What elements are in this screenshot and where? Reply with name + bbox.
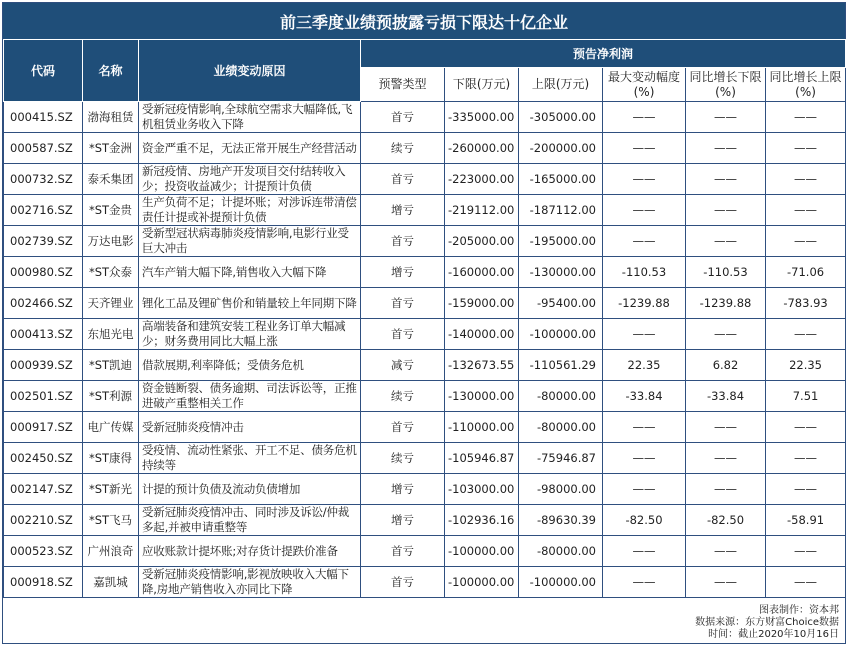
row-lower-limit: -103000.00 (445, 474, 519, 505)
row-upper-limit: -80000.00 (519, 536, 603, 567)
row-yoy-upper: —— (766, 567, 846, 598)
row-yoy-upper: —— (766, 226, 846, 257)
row-lower-limit: -205000.00 (445, 226, 519, 257)
row-yoy-upper: —— (766, 474, 846, 505)
row-lower-limit: -102936.16 (445, 505, 519, 536)
row-yoy-upper: —— (766, 133, 846, 164)
header-reason: 业绩变动原因 (139, 40, 361, 102)
row-type: 首亏 (361, 164, 445, 195)
row-yoy-upper: 7.51 (766, 381, 846, 412)
row-code: 000917.SZ (4, 412, 83, 443)
row-upper-limit: -80000.00 (519, 412, 603, 443)
header-upper: 上限(万元) (519, 68, 603, 102)
table-row (4, 133, 846, 164)
row-type: 减亏 (361, 350, 445, 381)
footer-notes (695, 605, 839, 641)
row-reason: 受疫情、流动性紧张、开工不足、债务危机持续等 (139, 443, 361, 474)
table-row (4, 257, 846, 288)
row-type: 增亏 (361, 474, 445, 505)
row-lower-limit: -160000.00 (445, 257, 519, 288)
row-lower-limit: -100000.00 (445, 536, 519, 567)
row-yoy-upper: 22.35 (766, 350, 846, 381)
row-name: 电广传媒 (83, 412, 139, 443)
row-code: 000918.SZ (4, 567, 83, 598)
row-yoy-lower: —— (686, 102, 766, 133)
row-yoy-upper: -71.06 (766, 257, 846, 288)
row-code: 002147.SZ (4, 474, 83, 505)
row-yoy-upper: -783.93 (766, 288, 846, 319)
row-code: 000587.SZ (4, 133, 83, 164)
row-reason: 资金严重不足，无法正常开展生产经营活动 (139, 133, 361, 164)
row-max-change: —— (603, 474, 686, 505)
row-max-change: —— (603, 133, 686, 164)
header-name: 名称 (83, 40, 139, 102)
row-upper-limit: -75946.87 (519, 443, 603, 474)
header-code: 代码 (4, 40, 83, 102)
table-row (4, 443, 846, 474)
row-reason: 应收账款计提坏账;对存货计提跌价准备 (139, 536, 361, 567)
row-code: 000523.SZ (4, 536, 83, 567)
row-code: 000732.SZ (4, 164, 83, 195)
row-code: 002466.SZ (4, 288, 83, 319)
table-row (4, 412, 846, 443)
row-upper-limit: -80000.00 (519, 381, 603, 412)
row-max-change: -110.53 (603, 257, 686, 288)
row-name: *ST凯迪 (83, 350, 139, 381)
row-name: 广州浪奇 (83, 536, 139, 567)
table-row (4, 536, 846, 567)
table-row (4, 195, 846, 226)
row-reason: 受新冠肺炎疫情影响,影视放映收入大幅下降,房地产销售收入亦同比下降 (139, 567, 361, 598)
table-row (4, 164, 846, 195)
row-yoy-upper: —— (766, 443, 846, 474)
row-name: *ST新光 (83, 474, 139, 505)
header-lower: 下限(万元) (445, 68, 519, 102)
row-name: *ST利源 (83, 381, 139, 412)
row-max-change: 22.35 (603, 350, 686, 381)
row-yoy-lower: —— (686, 319, 766, 350)
row-type: 首亏 (361, 288, 445, 319)
table-row (4, 381, 846, 412)
data-table (3, 39, 846, 598)
row-name: 天齐锂业 (83, 288, 139, 319)
row-reason: 受新冠肺炎疫情冲击、同时涉及诉讼/仲裁多起,并被申请重整等 (139, 505, 361, 536)
row-yoy-lower: —— (686, 226, 766, 257)
row-yoy-lower: -33.84 (686, 381, 766, 412)
row-reason: 生产负荷不足；计提坏账；对涉诉连带清偿责任计提或补提预计负债 (139, 195, 361, 226)
row-max-change: —— (603, 412, 686, 443)
row-upper-limit: -98000.00 (519, 474, 603, 505)
row-yoy-lower: —— (686, 567, 766, 598)
row-yoy-upper: -58.91 (766, 505, 846, 536)
row-lower-limit: -223000.00 (445, 164, 519, 195)
header-type: 预警类型 (361, 68, 445, 102)
row-yoy-lower: -82.50 (686, 505, 766, 536)
row-name: 万达电影 (83, 226, 139, 257)
row-max-change: —— (603, 226, 686, 257)
header-yoy-upper: 同比增长上限(%) (766, 68, 846, 102)
footer-source: 数据来源：东方财富Choice数据 (695, 617, 839, 628)
row-upper-limit: -110561.29 (519, 350, 603, 381)
table-row (4, 319, 846, 350)
row-code: 002716.SZ (4, 195, 83, 226)
row-upper-limit: -195000.00 (519, 226, 603, 257)
row-max-change: —— (603, 319, 686, 350)
row-yoy-upper: —— (766, 195, 846, 226)
row-max-change: —— (603, 102, 686, 133)
row-type: 增亏 (361, 195, 445, 226)
row-lower-limit: -260000.00 (445, 133, 519, 164)
row-upper-limit: -165000.00 (519, 164, 603, 195)
row-yoy-lower: —— (686, 443, 766, 474)
row-name: 东旭光电 (83, 319, 139, 350)
row-upper-limit: -89630.39 (519, 505, 603, 536)
row-type: 续亏 (361, 381, 445, 412)
row-upper-limit: -100000.00 (519, 319, 603, 350)
row-reason: 借款展期,利率降低；受债务危机 (139, 350, 361, 381)
row-max-change: —— (603, 567, 686, 598)
row-type: 增亏 (361, 257, 445, 288)
footer-maker: 图表制作：资本邦 (759, 605, 839, 616)
row-code: 002210.SZ (4, 505, 83, 536)
row-max-change: —— (603, 195, 686, 226)
row-upper-limit: -305000.00 (519, 102, 603, 133)
row-code: 002739.SZ (4, 226, 83, 257)
row-yoy-upper: —— (766, 164, 846, 195)
row-reason: 资金链断裂、债务逾期、司法诉讼等，正推进破产重整相关工作 (139, 381, 361, 412)
table-title: 前三季度业绩预披露亏损下限达十亿企业 (3, 3, 845, 39)
row-reason: 计提的预计负债及流动负债增加 (139, 474, 361, 505)
row-type: 首亏 (361, 567, 445, 598)
row-reason: 汽车产销大幅下降,销售收入大幅下降 (139, 257, 361, 288)
row-upper-limit: -130000.00 (519, 257, 603, 288)
row-reason: 受新冠肺炎疫情冲击 (139, 412, 361, 443)
row-yoy-lower: —— (686, 133, 766, 164)
table-row (4, 226, 846, 257)
row-name: *ST众泰 (83, 257, 139, 288)
row-yoy-lower: —— (686, 164, 766, 195)
row-yoy-lower: —— (686, 474, 766, 505)
table-row (4, 350, 846, 381)
row-lower-limit: -219112.00 (445, 195, 519, 226)
row-reason: 受新型冠状病毒肺炎疫情影响,电影行业受巨大冲击 (139, 226, 361, 257)
table-row (4, 474, 846, 505)
header-yoy-lower: 同比增长下限(%) (686, 68, 766, 102)
row-type: 首亏 (361, 412, 445, 443)
row-yoy-lower: —— (686, 412, 766, 443)
header-forecast-group: 预告净利润 (361, 40, 846, 68)
row-yoy-lower: -110.53 (686, 257, 766, 288)
row-type: 首亏 (361, 102, 445, 133)
row-max-change: —— (603, 164, 686, 195)
row-code: 002450.SZ (4, 443, 83, 474)
row-yoy-upper: —— (766, 319, 846, 350)
row-lower-limit: -335000.00 (445, 102, 519, 133)
row-name: 泰禾集团 (83, 164, 139, 195)
row-type: 首亏 (361, 536, 445, 567)
row-reason: 新冠疫情、房地产开发项目交付结转收入少；投资收益减少；计提预计负债 (139, 164, 361, 195)
row-type: 增亏 (361, 505, 445, 536)
row-max-change: -82.50 (603, 505, 686, 536)
row-code: 000980.SZ (4, 257, 83, 288)
row-type: 续亏 (361, 443, 445, 474)
row-yoy-lower: —— (686, 536, 766, 567)
row-lower-limit: -100000.00 (445, 567, 519, 598)
row-upper-limit: -200000.00 (519, 133, 603, 164)
row-yoy-upper: —— (766, 102, 846, 133)
table-row (4, 567, 846, 598)
row-max-change: —— (603, 443, 686, 474)
row-type: 续亏 (361, 133, 445, 164)
row-yoy-upper: —— (766, 536, 846, 567)
row-upper-limit: -187112.00 (519, 195, 603, 226)
row-name: 嘉凯城 (83, 567, 139, 598)
row-name: *ST飞马 (83, 505, 139, 536)
row-max-change: —— (603, 536, 686, 567)
row-max-change: -33.84 (603, 381, 686, 412)
row-name: *ST金洲 (83, 133, 139, 164)
row-lower-limit: -140000.00 (445, 319, 519, 350)
table-row (4, 288, 846, 319)
row-name: 渤海租赁 (83, 102, 139, 133)
table-row (4, 505, 846, 536)
row-name: *ST康得 (83, 443, 139, 474)
row-max-change: -1239.88 (603, 288, 686, 319)
row-code: 000413.SZ (4, 319, 83, 350)
row-lower-limit: -159000.00 (445, 288, 519, 319)
row-code: 000415.SZ (4, 102, 83, 133)
row-type: 首亏 (361, 319, 445, 350)
row-yoy-lower: 6.82 (686, 350, 766, 381)
row-reason: 锂化工品及锂矿售价和销量较上年同期下降 (139, 288, 361, 319)
footer-time: 时间：截止2020年10月16日 (708, 629, 839, 640)
row-name: *ST金贵 (83, 195, 139, 226)
row-type: 首亏 (361, 226, 445, 257)
table-frame (2, 2, 846, 644)
row-reason: 受新冠疫情影响,全球航空需求大幅降低,飞机租赁业务收入下降 (139, 102, 361, 133)
row-yoy-lower: -1239.88 (686, 288, 766, 319)
row-upper-limit: -100000.00 (519, 567, 603, 598)
row-code: 000939.SZ (4, 350, 83, 381)
row-lower-limit: -105946.87 (445, 443, 519, 474)
row-upper-limit: -95400.00 (519, 288, 603, 319)
table-row (4, 102, 846, 133)
row-yoy-lower: —— (686, 195, 766, 226)
header-max-change: 最大变动幅度(%) (603, 68, 686, 102)
row-lower-limit: -130000.00 (445, 381, 519, 412)
row-lower-limit: -110000.00 (445, 412, 519, 443)
row-lower-limit: -132673.55 (445, 350, 519, 381)
row-reason: 高端装备和建筑安装工程业务订单大幅减少；财务费用同比大幅上涨 (139, 319, 361, 350)
row-code: 002501.SZ (4, 381, 83, 412)
row-yoy-upper: —— (766, 412, 846, 443)
